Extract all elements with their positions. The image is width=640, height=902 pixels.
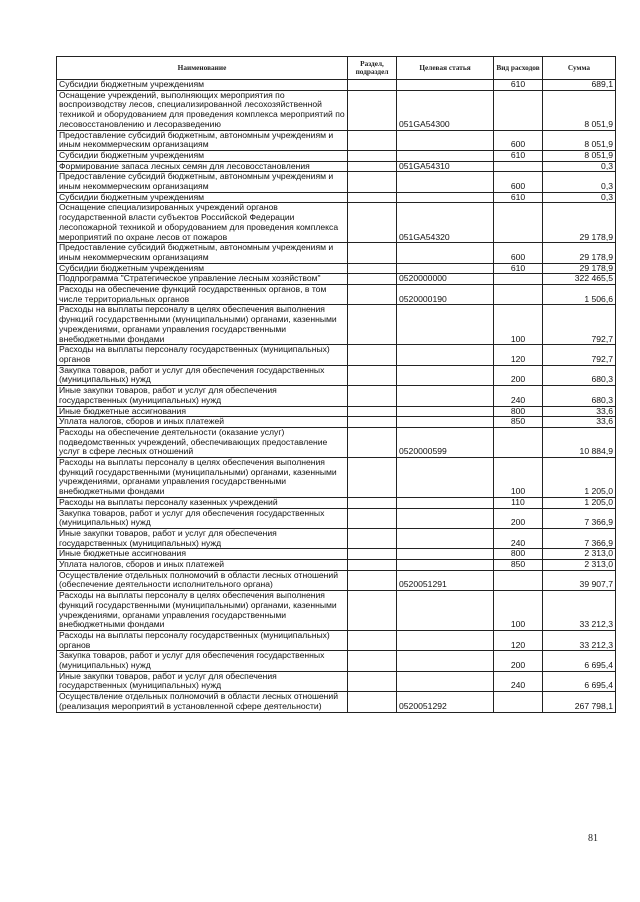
cell-tselevaya [397, 172, 494, 192]
cell-name: Оснащение специализированных учреждений органов государственной власти субъектов Российской Федерации лесопожарной техникой и оборудованием для проведения комплекса мероприятий по охране лесов от пожаров [57, 203, 348, 243]
cell-summa: 1 205,0 [543, 497, 616, 508]
cell-razdel [348, 263, 397, 274]
cell-vid [494, 570, 543, 590]
table-row [57, 345, 616, 365]
header-razdel: Раздел, подраздел [348, 57, 397, 80]
table-row [57, 365, 616, 385]
cell-summa: 2 313,0 [543, 560, 616, 571]
cell-razdel [348, 417, 397, 428]
cell-razdel [348, 560, 397, 571]
table-row [57, 192, 616, 203]
header-name: Наименование [57, 57, 348, 80]
cell-name: Осуществление отдельных полномочий в области лесных отношений (реализация мероприятий в установленной сфере деятельности) [57, 692, 348, 712]
cell-vid: 120 [494, 630, 543, 650]
table-row [57, 285, 616, 305]
cell-summa: 33,6 [543, 406, 616, 417]
cell-name: Оснащение учреждений, выполняющих мероприятия по воспроизводству лесов, специализированной лесохозяйственной техникой и оборудованием для проведения комплекса мероприятий по лесовосстановлению и лесоразведению [57, 90, 348, 130]
cell-summa: 6 695,4 [543, 651, 616, 671]
cell-summa: 33,6 [543, 417, 616, 428]
cell-razdel [348, 365, 397, 385]
cell-name: Субсидии бюджетным учреждениям [57, 150, 348, 161]
cell-name: Подпрограмма "Стратегическое управление лесным хозяйством" [57, 274, 348, 285]
cell-summa: 1 506,6 [543, 285, 616, 305]
cell-vid [494, 90, 543, 130]
table-row [57, 130, 616, 150]
cell-razdel [348, 570, 397, 590]
cell-name: Расходы на выплаты персоналу казенных учреждений [57, 497, 348, 508]
cell-vid: 850 [494, 560, 543, 571]
cell-name: Предоставление субсидий бюджетным, автономным учреждениям и иным некоммерческим организациям [57, 243, 348, 263]
cell-tselevaya [397, 365, 494, 385]
cell-summa: 33 212,3 [543, 630, 616, 650]
cell-summa: 7 366,9 [543, 528, 616, 548]
cell-tselevaya [397, 406, 494, 417]
table-row [57, 692, 616, 712]
cell-razdel [348, 274, 397, 285]
cell-vid: 200 [494, 508, 543, 528]
table-body [57, 80, 616, 713]
cell-name: Расходы на выплаты персоналу в целях обеспечения выполнения функций государственными (муниципальными) органами, казенными учреждениями, органами управления государственными внебюджетными фондами [57, 458, 348, 498]
table-row [57, 630, 616, 650]
cell-tselevaya [397, 560, 494, 571]
cell-vid: 100 [494, 591, 543, 631]
cell-vid: 850 [494, 417, 543, 428]
cell-razdel [348, 549, 397, 560]
cell-summa: 1 205,0 [543, 458, 616, 498]
page-number: 81 [588, 833, 598, 844]
table-row [57, 570, 616, 590]
cell-vid: 610 [494, 80, 543, 91]
header-tselevaya: Целевая статья [397, 57, 494, 80]
cell-summa: 33 212,3 [543, 591, 616, 631]
cell-vid: 600 [494, 243, 543, 263]
cell-razdel [348, 130, 397, 150]
cell-name: Расходы на выплаты персоналу в целях обеспечения выполнения функций государственными (муниципальными) органами, казенными учреждениями, органами управления государственными внебюджетными фондами [57, 305, 348, 345]
cell-vid: 200 [494, 365, 543, 385]
table-row [57, 591, 616, 631]
cell-summa: 10 884,9 [543, 427, 616, 457]
cell-summa: 8 051,9 [543, 130, 616, 150]
cell-tselevaya: 0520051292 [397, 692, 494, 712]
cell-razdel [348, 671, 397, 691]
cell-name: Закупка товаров, работ и услуг для обеспечения государственных (муниципальных) нужд [57, 651, 348, 671]
table-row [57, 651, 616, 671]
cell-name: Иные бюджетные ассигнования [57, 549, 348, 560]
table-row [57, 150, 616, 161]
cell-summa: 792,7 [543, 345, 616, 365]
table-header-row [57, 57, 616, 80]
table-row [57, 671, 616, 691]
cell-summa: 39 907,7 [543, 570, 616, 590]
header-summa: Сумма [543, 57, 616, 80]
cell-razdel [348, 305, 397, 345]
cell-razdel [348, 508, 397, 528]
cell-vid: 100 [494, 305, 543, 345]
cell-name: Иные закупки товаров, работ и услуг для обеспечения государственных (муниципальных) нужд [57, 386, 348, 406]
cell-name: Предоставление субсидий бюджетным, автономным учреждениям и иным некоммерческим организациям [57, 130, 348, 150]
cell-tselevaya [397, 305, 494, 345]
cell-summa: 29 178,9 [543, 263, 616, 274]
cell-summa: 689,1 [543, 80, 616, 91]
cell-summa: 29 178,9 [543, 243, 616, 263]
cell-razdel [348, 345, 397, 365]
cell-name: Иные закупки товаров, работ и услуг для обеспечения государственных (муниципальных) нужд [57, 528, 348, 548]
table-row [57, 263, 616, 274]
cell-tselevaya [397, 130, 494, 150]
cell-summa: 6 695,4 [543, 671, 616, 691]
cell-summa: 8 051,9 [543, 150, 616, 161]
cell-tselevaya [397, 80, 494, 91]
table-row [57, 417, 616, 428]
cell-razdel [348, 90, 397, 130]
cell-name: Уплата налогов, сборов и иных платежей [57, 417, 348, 428]
cell-razdel [348, 203, 397, 243]
cell-name: Субсидии бюджетным учреждениям [57, 263, 348, 274]
cell-summa: 7 366,9 [543, 508, 616, 528]
cell-name: Расходы на обеспечение деятельности (оказание услуг) подведомственных учреждений, обеспечивающих предоставление услуг в сфере лесных отношений [57, 427, 348, 457]
cell-tselevaya [397, 345, 494, 365]
cell-summa: 792,7 [543, 305, 616, 345]
cell-razdel [348, 458, 397, 498]
table-row [57, 528, 616, 548]
cell-razdel [348, 497, 397, 508]
cell-vid: 600 [494, 172, 543, 192]
cell-vid: 610 [494, 263, 543, 274]
cell-razdel [348, 285, 397, 305]
cell-tselevaya [397, 458, 494, 498]
cell-vid: 600 [494, 130, 543, 150]
cell-tselevaya: 051GA54310 [397, 161, 494, 172]
cell-tselevaya: 0520000000 [397, 274, 494, 285]
cell-razdel [348, 651, 397, 671]
cell-summa: 8 051,9 [543, 90, 616, 130]
table-row [57, 161, 616, 172]
cell-name: Субсидии бюджетным учреждениям [57, 192, 348, 203]
cell-name: Закупка товаров, работ и услуг для обеспечения государственных (муниципальных) нужд [57, 365, 348, 385]
cell-name: Осуществление отдельных полномочий в области лесных отношений (обеспечение деятельности исполнительного органа) [57, 570, 348, 590]
cell-tselevaya [397, 386, 494, 406]
header-vid: Вид расходов [494, 57, 543, 80]
cell-summa: 322 465,5 [543, 274, 616, 285]
cell-vid: 110 [494, 497, 543, 508]
cell-tselevaya [397, 651, 494, 671]
cell-name: Предоставление субсидий бюджетным, автономным учреждениям и иным некоммерческим организациям [57, 172, 348, 192]
cell-tselevaya: 0520000599 [397, 427, 494, 457]
cell-tselevaya [397, 263, 494, 274]
cell-tselevaya [397, 243, 494, 263]
cell-tselevaya [397, 497, 494, 508]
cell-name: Субсидии бюджетным учреждениям [57, 80, 348, 91]
cell-vid: 800 [494, 549, 543, 560]
table-row [57, 80, 616, 91]
cell-razdel [348, 406, 397, 417]
cell-tselevaya: 051GA54320 [397, 203, 494, 243]
table-row [57, 427, 616, 457]
cell-name: Иные бюджетные ассигнования [57, 406, 348, 417]
cell-name: Иные закупки товаров, работ и услуг для обеспечения государственных (муниципальных) нужд [57, 671, 348, 691]
cell-name: Формирование запаса лесных семян для лесовосстановления [57, 161, 348, 172]
cell-tselevaya: 051GA54300 [397, 90, 494, 130]
cell-tselevaya: 0520000190 [397, 285, 494, 305]
cell-summa: 0,3 [543, 161, 616, 172]
cell-razdel [348, 692, 397, 712]
cell-name: Уплата налогов, сборов и иных платежей [57, 560, 348, 571]
cell-name: Расходы на выплаты персоналу государственных (муниципальных) органов [57, 345, 348, 365]
table-row [57, 508, 616, 528]
cell-vid [494, 285, 543, 305]
table-row [57, 274, 616, 285]
cell-summa: 0,3 [543, 172, 616, 192]
cell-tselevaya [397, 417, 494, 428]
cell-vid [494, 203, 543, 243]
cell-razdel [348, 80, 397, 91]
cell-tselevaya [397, 528, 494, 548]
table-row [57, 90, 616, 130]
cell-razdel [348, 161, 397, 172]
budget-table [56, 56, 616, 713]
table-row [57, 549, 616, 560]
cell-vid: 800 [494, 406, 543, 417]
cell-tselevaya [397, 671, 494, 691]
table-row [57, 458, 616, 498]
cell-razdel [348, 528, 397, 548]
cell-vid: 200 [494, 651, 543, 671]
cell-summa: 0,3 [543, 192, 616, 203]
table-row [57, 203, 616, 243]
table-row [57, 172, 616, 192]
cell-name: Расходы на выплаты персоналу государственных (муниципальных) органов [57, 630, 348, 650]
cell-vid [494, 274, 543, 285]
cell-summa: 29 178,9 [543, 203, 616, 243]
table-row [57, 386, 616, 406]
cell-vid [494, 692, 543, 712]
table-row [57, 406, 616, 417]
cell-razdel [348, 630, 397, 650]
cell-name: Расходы на обеспечение функций государственных органов, в том числе территориальных органов [57, 285, 348, 305]
cell-tselevaya [397, 591, 494, 631]
cell-name: Закупка товаров, работ и услуг для обеспечения государственных (муниципальных) нужд [57, 508, 348, 528]
table-row [57, 243, 616, 263]
cell-vid [494, 161, 543, 172]
cell-tselevaya [397, 150, 494, 161]
cell-vid: 120 [494, 345, 543, 365]
cell-tselevaya: 0520051291 [397, 570, 494, 590]
cell-summa: 680,3 [543, 365, 616, 385]
cell-tselevaya [397, 508, 494, 528]
cell-tselevaya [397, 549, 494, 560]
cell-vid [494, 427, 543, 457]
cell-vid: 240 [494, 386, 543, 406]
cell-razdel [348, 192, 397, 203]
table-row [57, 305, 616, 345]
cell-razdel [348, 243, 397, 263]
table-row [57, 497, 616, 508]
cell-tselevaya [397, 630, 494, 650]
cell-vid: 610 [494, 150, 543, 161]
cell-vid: 610 [494, 192, 543, 203]
cell-vid: 240 [494, 528, 543, 548]
cell-summa: 680,3 [543, 386, 616, 406]
cell-vid: 240 [494, 671, 543, 691]
cell-tselevaya [397, 192, 494, 203]
cell-razdel [348, 591, 397, 631]
cell-summa: 2 313,0 [543, 549, 616, 560]
table-row [57, 560, 616, 571]
cell-summa: 267 798,1 [543, 692, 616, 712]
cell-razdel [348, 427, 397, 457]
cell-razdel [348, 150, 397, 161]
cell-razdel [348, 386, 397, 406]
cell-vid: 100 [494, 458, 543, 498]
cell-name: Расходы на выплаты персоналу в целях обеспечения выполнения функций государственными (муниципальными) органами, казенными учреждениями, органами управления государственными внебюджетными фондами [57, 591, 348, 631]
cell-razdel [348, 172, 397, 192]
